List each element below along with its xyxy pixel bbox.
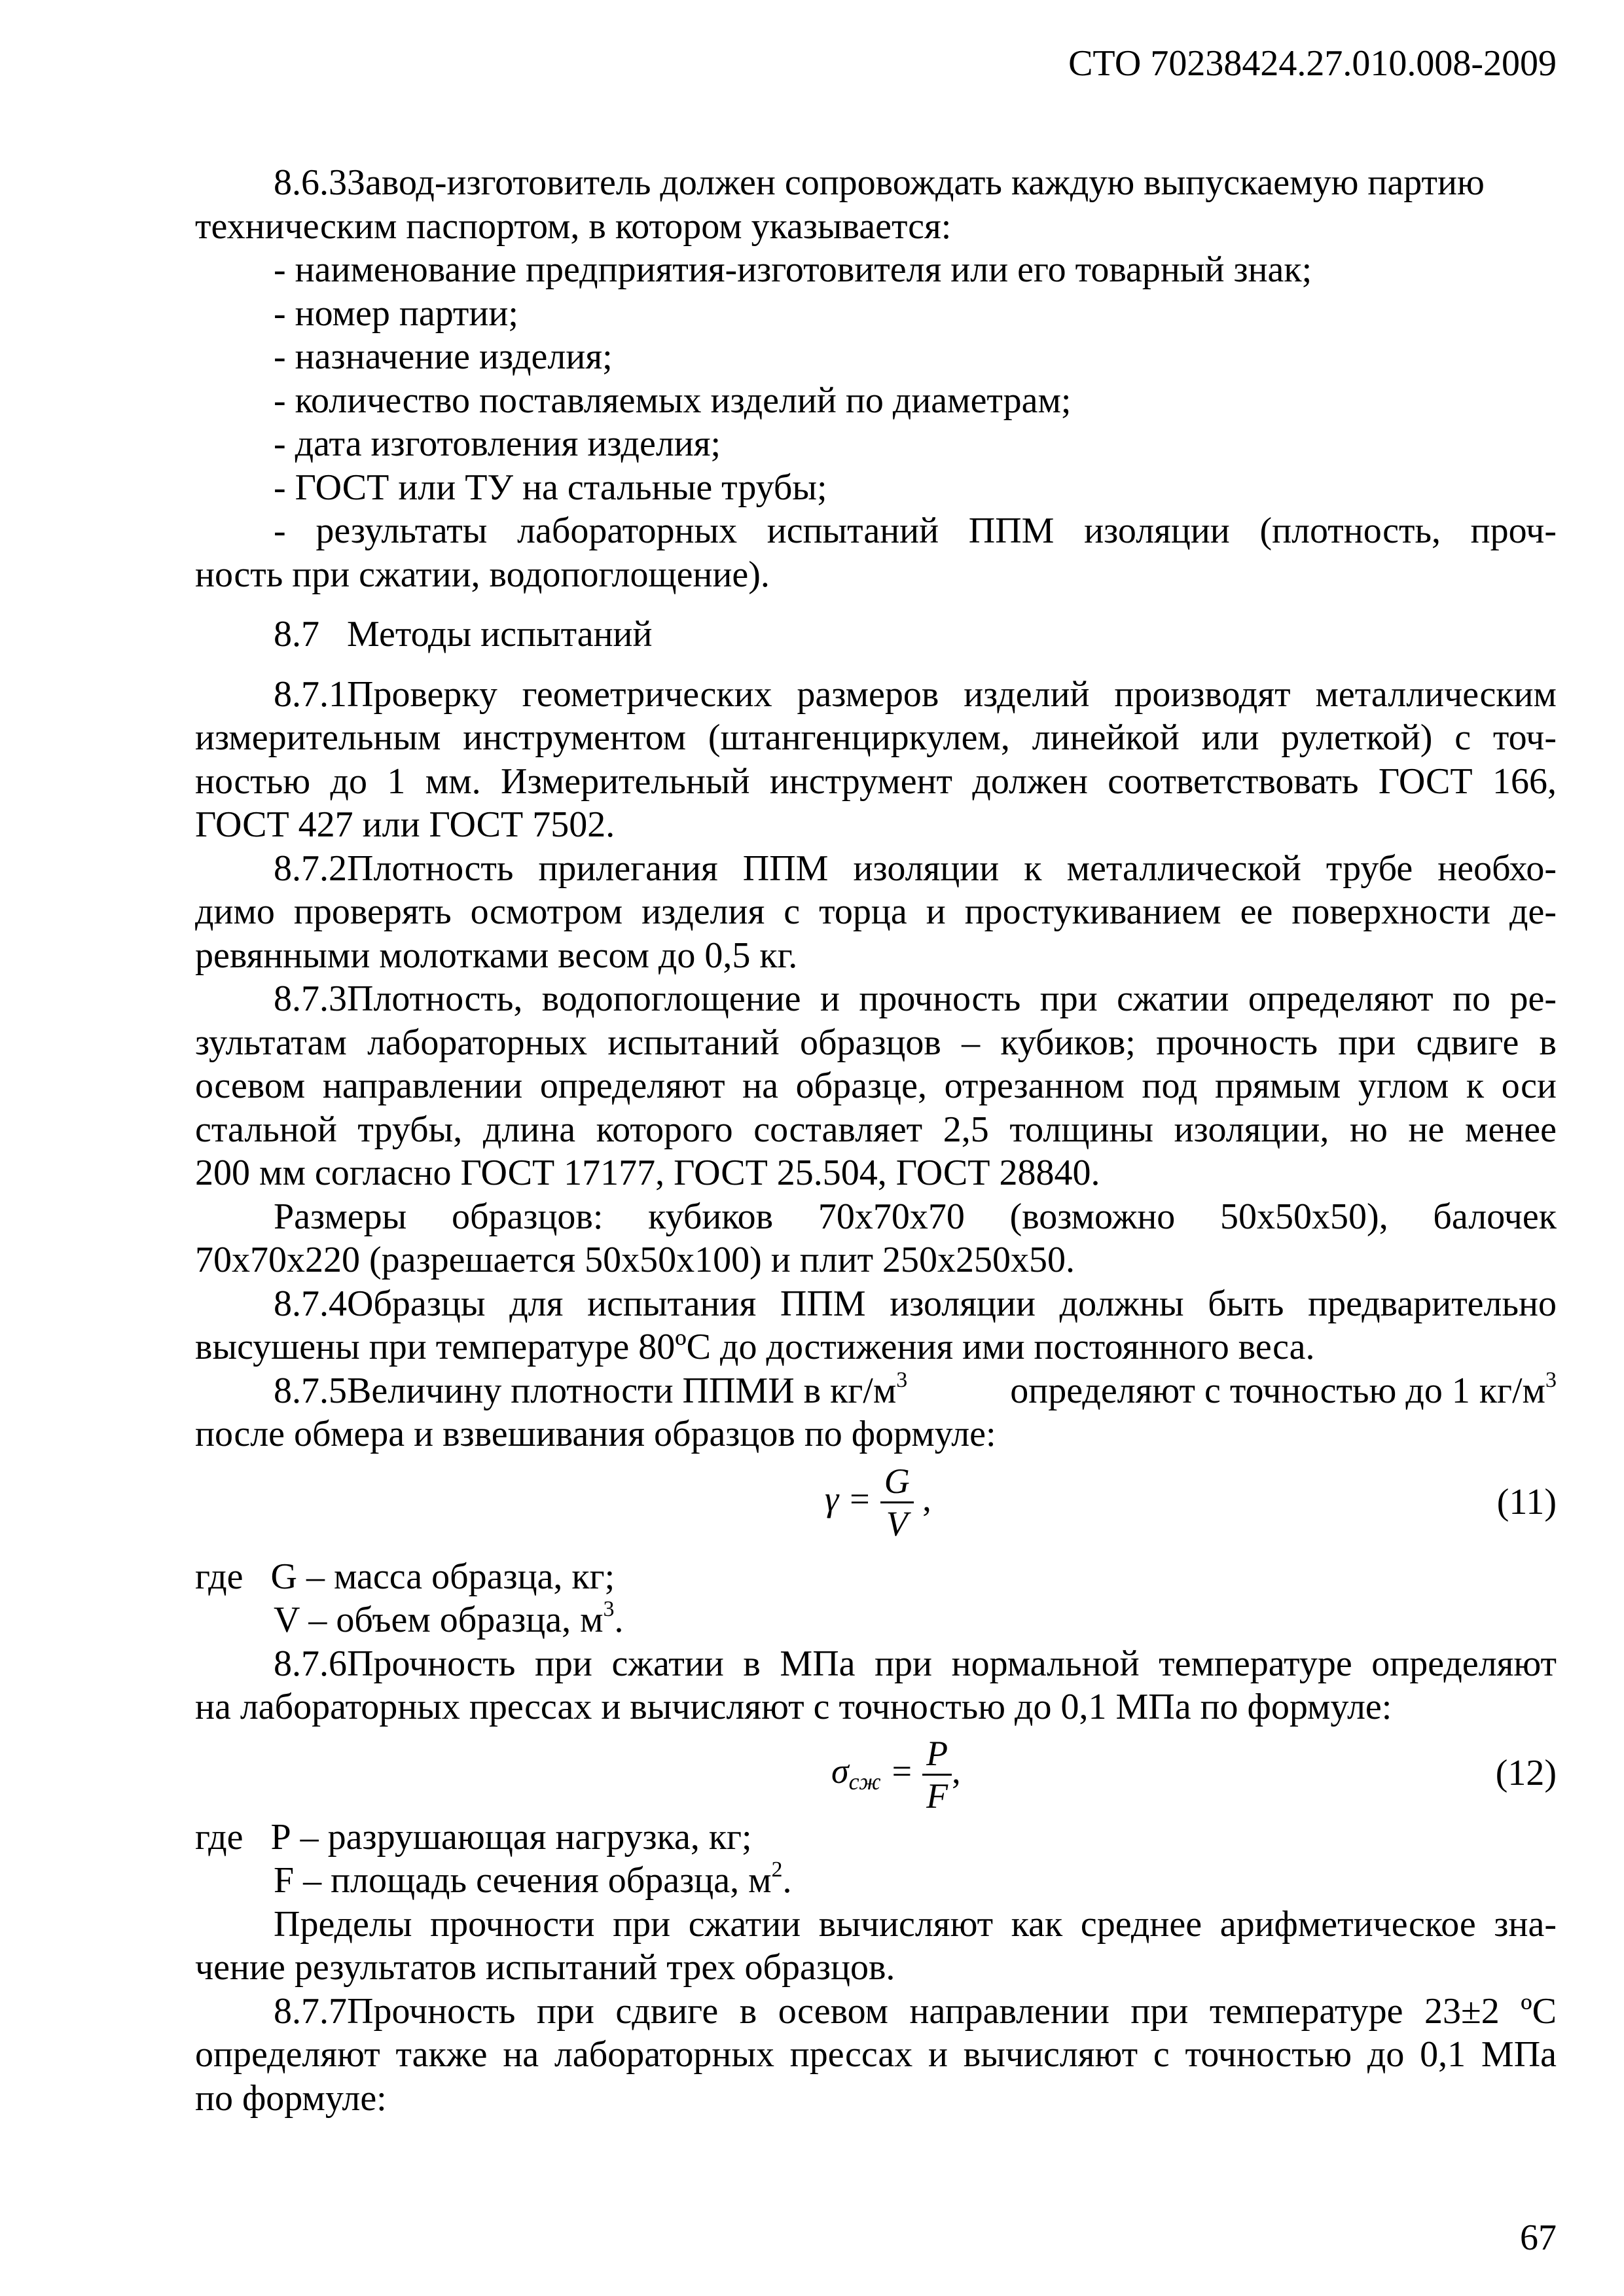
- fraction: [922, 1733, 952, 1816]
- list-item: - результаты лабораторных испытаний ППМ изоляции (плотность, проч-: [274, 511, 1557, 551]
- superscript: 3: [896, 1368, 908, 1392]
- formula-subscript: сж: [848, 1768, 881, 1795]
- page-number: 67: [1520, 2217, 1557, 2258]
- paragraph-text: 8.7.5Величину плотности ППМИ в кг/м: [274, 1371, 897, 1411]
- fraction-numerator: P: [922, 1733, 952, 1776]
- document-code-header: СТО 70238424.27.010.008-2009: [1068, 43, 1557, 84]
- formula-lhs: γ =: [825, 1479, 872, 1518]
- paragraph-8-7-2-line: димо проверять осмотром изделия с торца и простукиванием ее поверхности де-: [195, 891, 1557, 932]
- paragraph-text: определяют с точностью до 1 кг/м: [1010, 1371, 1545, 1411]
- list-item: ность при сжатии, водопоглощение).: [195, 554, 770, 595]
- paragraph-sizes-line: Размеры образцов: кубиков 70х70х70 (возможно 50х50х50), балочек: [274, 1196, 1557, 1237]
- where-text: F – площадь сечения образца, м: [274, 1860, 772, 1901]
- formula-12: [831, 1733, 961, 1816]
- formula-sigma: σ: [831, 1751, 849, 1791]
- paragraph-8-6-3-line: 8.6.3Завод-изготовитель должен сопровождать каждую выпускаемую партию: [274, 162, 1485, 203]
- paragraph-limits-line: чение результатов испытаний трех образцов.: [195, 1947, 895, 1988]
- where-line: где Р – разрушающая нагрузка, кг;: [195, 1817, 752, 1857]
- fraction-denominator: F: [926, 1776, 948, 1816]
- section-heading-8-7: 8.7 Методы испытаний: [274, 614, 653, 655]
- formula-punct: ,: [913, 1479, 931, 1518]
- list-item: - назначение изделия;: [274, 336, 613, 377]
- paragraph-8-7-6-line: 8.7.6Прочность при сжатии в МПа при нормальной температуре определяют: [274, 1643, 1557, 1684]
- paragraph-8-7-7-line: по формуле:: [195, 2078, 387, 2119]
- paragraph-8-7-1-line: 8.7.1Проверку геометрических размеров изделий производят металлическим: [274, 674, 1557, 715]
- formula-punct: ,: [952, 1751, 961, 1791]
- formula-11: [825, 1461, 931, 1544]
- list-item: - дата изготовления изделия;: [274, 423, 721, 464]
- formula-equals: =: [880, 1751, 914, 1791]
- where-text: V – объем образца, м: [274, 1600, 604, 1640]
- paragraph-8-7-1-line: ГОСТ 427 или ГОСТ 7502.: [195, 804, 615, 845]
- fraction: [880, 1461, 914, 1544]
- paragraph-8-7-3-line: осевом направлении определяют на образце, отрезанном под прямым углом к оси: [195, 1066, 1557, 1106]
- paragraph-8-7-3-line: стальной трубы, длина которого составляет 2,5 толщины изоляции, но не менее: [195, 1109, 1557, 1150]
- paragraph-8-7-2-line: ревянными молотками весом до 0,5 кг.: [195, 935, 798, 976]
- paragraph-8-7-7-line: 8.7.7Прочность при сдвиге в осевом направлении при температуре 23±2 ºС: [274, 1991, 1557, 2032]
- list-item: - количество поставляемых изделий по диаметрам;: [274, 380, 1072, 421]
- paragraph-8-7-3-line: зультатам лабораторных испытаний образцов – кубиков; прочность при сдвиге в: [195, 1022, 1557, 1063]
- paragraph-8-7-2-line: 8.7.2Плотность прилегания ППМ изоляции к металлической трубе необхо-: [274, 848, 1557, 889]
- superscript: 3: [603, 1597, 615, 1621]
- fraction-denominator: V: [886, 1504, 908, 1543]
- fraction-numerator: G: [880, 1461, 914, 1503]
- paragraph-8-6-3-line: техническим паспортом, в котором указывается:: [195, 206, 952, 247]
- paragraph-8-7-5-line: [274, 1369, 1557, 1412]
- where-end: .: [614, 1600, 624, 1640]
- list-item: - номер партии;: [274, 293, 518, 334]
- paragraph-8-7-1-line: измерительным инструментом (штангенциркулем, линейкой или рулеткой) с точ-: [195, 717, 1557, 758]
- paragraph-8-7-3-line: 200 мм согласно ГОСТ 17177, ГОСТ 25.504, ГОСТ 28840.: [195, 1153, 1100, 1193]
- where-end: .: [782, 1860, 792, 1901]
- where-line: где G – масса образца, кг;: [195, 1556, 615, 1597]
- list-item: - ГОСТ или ТУ на стальные трубы;: [274, 467, 827, 508]
- where-line: [274, 1598, 1624, 1641]
- paragraph-8-7-6-line: на лабораторных прессах и вычисляют с точностью до 0,1 МПа по формуле:: [195, 1687, 1392, 1727]
- paragraph-8-7-3-line: 8.7.3Плотность, водопоглощение и прочность при сжатии определяют по ре-: [274, 978, 1557, 1019]
- paragraph-8-7-5-line: после обмера и взвешивания образцов по формуле:: [195, 1414, 996, 1454]
- paragraph-8-7-7-line: определяют также на лабораторных прессах и вычисляют с точностью до 0,1 МПа: [195, 2034, 1557, 2075]
- paragraph-8-7-4-line: 8.7.4Образцы для испытания ППМ изоляции должны быть предварительно: [274, 1283, 1557, 1324]
- equation-number-12: (12): [1495, 1753, 1557, 1793]
- where-line: [274, 1859, 1624, 1902]
- superscript: 3: [1545, 1368, 1557, 1392]
- list-item: - наименование предприятия-изготовителя или его товарный знак;: [274, 249, 1312, 290]
- superscript: 2: [771, 1857, 783, 1882]
- paragraph-sizes-line: 70х70х220 (разрешается 50х50х100) и плит 250х250х50.: [195, 1240, 1075, 1280]
- equation-number-11: (11): [1496, 1482, 1557, 1522]
- paragraph-limits-line: Пределы прочности при сжатии вычисляют как среднее арифметическое зна-: [274, 1904, 1557, 1945]
- paragraph-8-7-1-line: ностью до 1 мм. Измерительный инструмент должен соответствовать ГОСТ 166,: [195, 761, 1557, 802]
- paragraph-8-7-4-line: высушены при температуре 80ºС до достижения ими постоянного веса.: [195, 1327, 1315, 1367]
